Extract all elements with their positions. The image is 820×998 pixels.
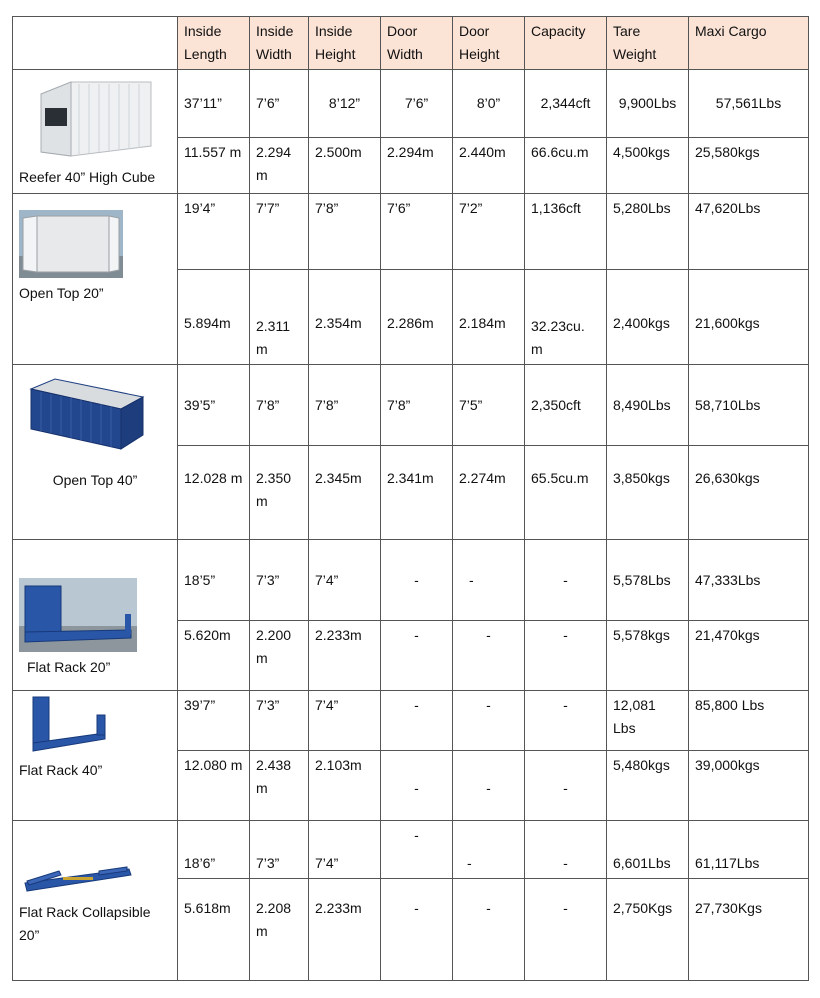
- table-row: [13, 821, 809, 879]
- cell-maxi-cargo: 25,580kgs: [689, 138, 809, 194]
- cell-tare-weight: 6,601Lbs: [607, 821, 689, 879]
- cell-maxi-cargo: 57,561Lbs: [689, 70, 809, 138]
- container-name: Flat Rack 40”: [19, 762, 103, 778]
- header-tare-weight: Tare Weight: [607, 17, 689, 70]
- reefer-container-image: [31, 74, 161, 162]
- header-inside-length: Inside Length: [178, 17, 250, 70]
- cell-capacity: -: [525, 879, 607, 981]
- container-name: Flat Rack 20”: [27, 659, 111, 675]
- cell-maxi-cargo: 27,730Kgs: [689, 879, 809, 981]
- container-cell: [13, 365, 178, 540]
- cell-capacity: -: [525, 621, 607, 691]
- cell-door-width: 7’6”: [381, 70, 453, 138]
- container-name: Reefer 40” High Cube: [19, 169, 156, 185]
- cell-inside-height: 2.103m: [309, 751, 381, 821]
- cell-maxi-cargo: 47,333Lbs: [689, 540, 809, 621]
- header-door-width: Door Width: [381, 17, 453, 70]
- cell-capacity: 1,136cft: [525, 194, 607, 270]
- open-top-40-container-image: [25, 375, 147, 455]
- cell-capacity: -: [525, 540, 607, 621]
- cell-tare-weight: 5,578kgs: [607, 621, 689, 691]
- cell-tare-weight: 5,480kgs: [607, 751, 689, 821]
- cell-inside-height: 7’4”: [309, 691, 381, 751]
- cell-tare-weight: 2,400kgs: [607, 270, 689, 365]
- cell-inside-length: 18’5”: [178, 540, 250, 621]
- cell-inside-width: 2.208 m: [250, 879, 309, 981]
- cell-inside-width: 2.438 m: [250, 751, 309, 821]
- cell-inside-width: 7’3”: [250, 691, 309, 751]
- cell-inside-width: 2.350 m: [250, 446, 309, 540]
- cell-door-height: -: [453, 879, 525, 981]
- cell-door-height: 2.440m: [453, 138, 525, 194]
- table-row: [13, 194, 809, 270]
- container-name: Open Top 20”: [19, 285, 104, 301]
- cell-door-height: 2.274m: [453, 446, 525, 540]
- cell-maxi-cargo: 61,117Lbs: [689, 821, 809, 879]
- cell-inside-length: 39’5”: [178, 365, 250, 446]
- cell-inside-width: 7’8”: [250, 365, 309, 446]
- container-cell: [13, 821, 178, 981]
- cell-door-width: -: [381, 821, 453, 879]
- cell-maxi-cargo: 21,470kgs: [689, 621, 809, 691]
- cell-door-width: -: [381, 751, 453, 821]
- cell-inside-length: 5.618m: [178, 879, 250, 981]
- cell-inside-width: 7’3”: [250, 821, 309, 879]
- cell-maxi-cargo: 47,620Lbs: [689, 194, 809, 270]
- cell-inside-width: 2.311 m: [250, 270, 309, 365]
- table-row: [13, 365, 809, 446]
- header-maxi-cargo: Maxi Cargo: [689, 17, 809, 70]
- cell-capacity: 2,350cft: [525, 365, 607, 446]
- cell-inside-height: 2.354m: [309, 270, 381, 365]
- header-door-height: Door Height: [453, 17, 525, 70]
- cell-maxi-cargo: 85,800 Lbs: [689, 691, 809, 751]
- table-row: [13, 691, 809, 751]
- cell-tare-weight: 5,280Lbs: [607, 194, 689, 270]
- cell-inside-width: 7’6”: [250, 70, 309, 138]
- cell-inside-width: 2.294 m: [250, 138, 309, 194]
- cell-door-height: 2.184m: [453, 270, 525, 365]
- table-row: [13, 70, 809, 138]
- cell-maxi-cargo: 58,710Lbs: [689, 365, 809, 446]
- cell-maxi-cargo: 26,630kgs: [689, 446, 809, 540]
- cell-door-width: 7’6”: [381, 194, 453, 270]
- open-top-container-image: [19, 210, 123, 278]
- cell-capacity: 32.23cu. m: [525, 270, 607, 365]
- header-inside-height: Inside Height: [309, 17, 381, 70]
- cell-inside-width: 2.200 m: [250, 621, 309, 691]
- cell-inside-height: 7’8”: [309, 365, 381, 446]
- cell-tare-weight: 3,850kgs: [607, 446, 689, 540]
- cell-capacity: 65.5cu.m: [525, 446, 607, 540]
- cell-inside-height: 7’8”: [309, 194, 381, 270]
- cell-capacity: -: [525, 691, 607, 751]
- cell-inside-length: 5.620m: [178, 621, 250, 691]
- cell-inside-height: 2.500m: [309, 138, 381, 194]
- header-blank: [13, 17, 178, 70]
- cell-inside-width: 7’7”: [250, 194, 309, 270]
- cell-inside-height: 7’4”: [309, 821, 381, 879]
- cell-door-height: 7’2”: [453, 194, 525, 270]
- cell-inside-length: 37’11”: [178, 70, 250, 138]
- cell-tare-weight: 12,081 Lbs: [607, 691, 689, 751]
- container-cell: [13, 540, 178, 691]
- cell-inside-height: 2.233m: [309, 879, 381, 981]
- flat-rack-collapsible-image: [19, 847, 135, 897]
- cell-door-width: 2.286m: [381, 270, 453, 365]
- cell-door-height: -: [453, 540, 525, 621]
- cell-door-width: -: [381, 691, 453, 751]
- cell-door-width: -: [381, 879, 453, 981]
- cell-inside-length: 19’4”: [178, 194, 250, 270]
- flat-rack-40-image: [31, 695, 107, 755]
- cell-tare-weight: 8,490Lbs: [607, 365, 689, 446]
- cell-door-height: -: [453, 821, 525, 879]
- cell-capacity: -: [525, 751, 607, 821]
- container-spec-table: [12, 16, 809, 981]
- cell-inside-height: 2.233m: [309, 621, 381, 691]
- cell-inside-width: 7’3”: [250, 540, 309, 621]
- container-cell: [13, 194, 178, 365]
- cell-inside-length: 11.557 m: [178, 138, 250, 194]
- cell-door-height: -: [453, 751, 525, 821]
- cell-tare-weight: 2,750Kgs: [607, 879, 689, 981]
- cell-inside-length: 12.080 m: [178, 751, 250, 821]
- cell-tare-weight: 5,578Lbs: [607, 540, 689, 621]
- cell-inside-height: 7’4”: [309, 540, 381, 621]
- cell-inside-length: 18’6”: [178, 821, 250, 879]
- cell-door-height: 7’5”: [453, 365, 525, 446]
- cell-door-width: 2.294m: [381, 138, 453, 194]
- cell-maxi-cargo: 21,600kgs: [689, 270, 809, 365]
- cell-door-height: -: [453, 691, 525, 751]
- cell-inside-length: 5.894m: [178, 270, 250, 365]
- header-row: [13, 17, 809, 70]
- cell-door-height: -: [453, 621, 525, 691]
- cell-door-width: -: [381, 540, 453, 621]
- cell-maxi-cargo: 39,000kgs: [689, 751, 809, 821]
- cell-capacity: 66.6cu.m: [525, 138, 607, 194]
- cell-tare-weight: 9,900Lbs: [607, 70, 689, 138]
- container-name: Flat Rack Collapsible 20”: [19, 904, 151, 943]
- cell-door-height: 8’0”: [453, 70, 525, 138]
- cell-inside-height: 2.345m: [309, 446, 381, 540]
- container-cell: [13, 70, 178, 194]
- container-cell: [13, 691, 178, 821]
- cell-inside-length: 39’7”: [178, 691, 250, 751]
- cell-door-width: 7’8”: [381, 365, 453, 446]
- cell-tare-weight: 4,500kgs: [607, 138, 689, 194]
- header-capacity: Capacity: [525, 17, 607, 70]
- cell-door-width: 2.341m: [381, 446, 453, 540]
- flat-rack-20-image: [19, 578, 137, 652]
- cell-inside-length: 12.028 m: [178, 446, 250, 540]
- container-name: Open Top 40”: [52, 472, 138, 488]
- cell-inside-height: 8’12”: [309, 70, 381, 138]
- cell-capacity: 2,344cft: [525, 70, 607, 138]
- table-row: [13, 540, 809, 621]
- cell-door-width: -: [381, 621, 453, 691]
- header-inside-width: Inside Width: [250, 17, 309, 70]
- cell-capacity: -: [525, 821, 607, 879]
